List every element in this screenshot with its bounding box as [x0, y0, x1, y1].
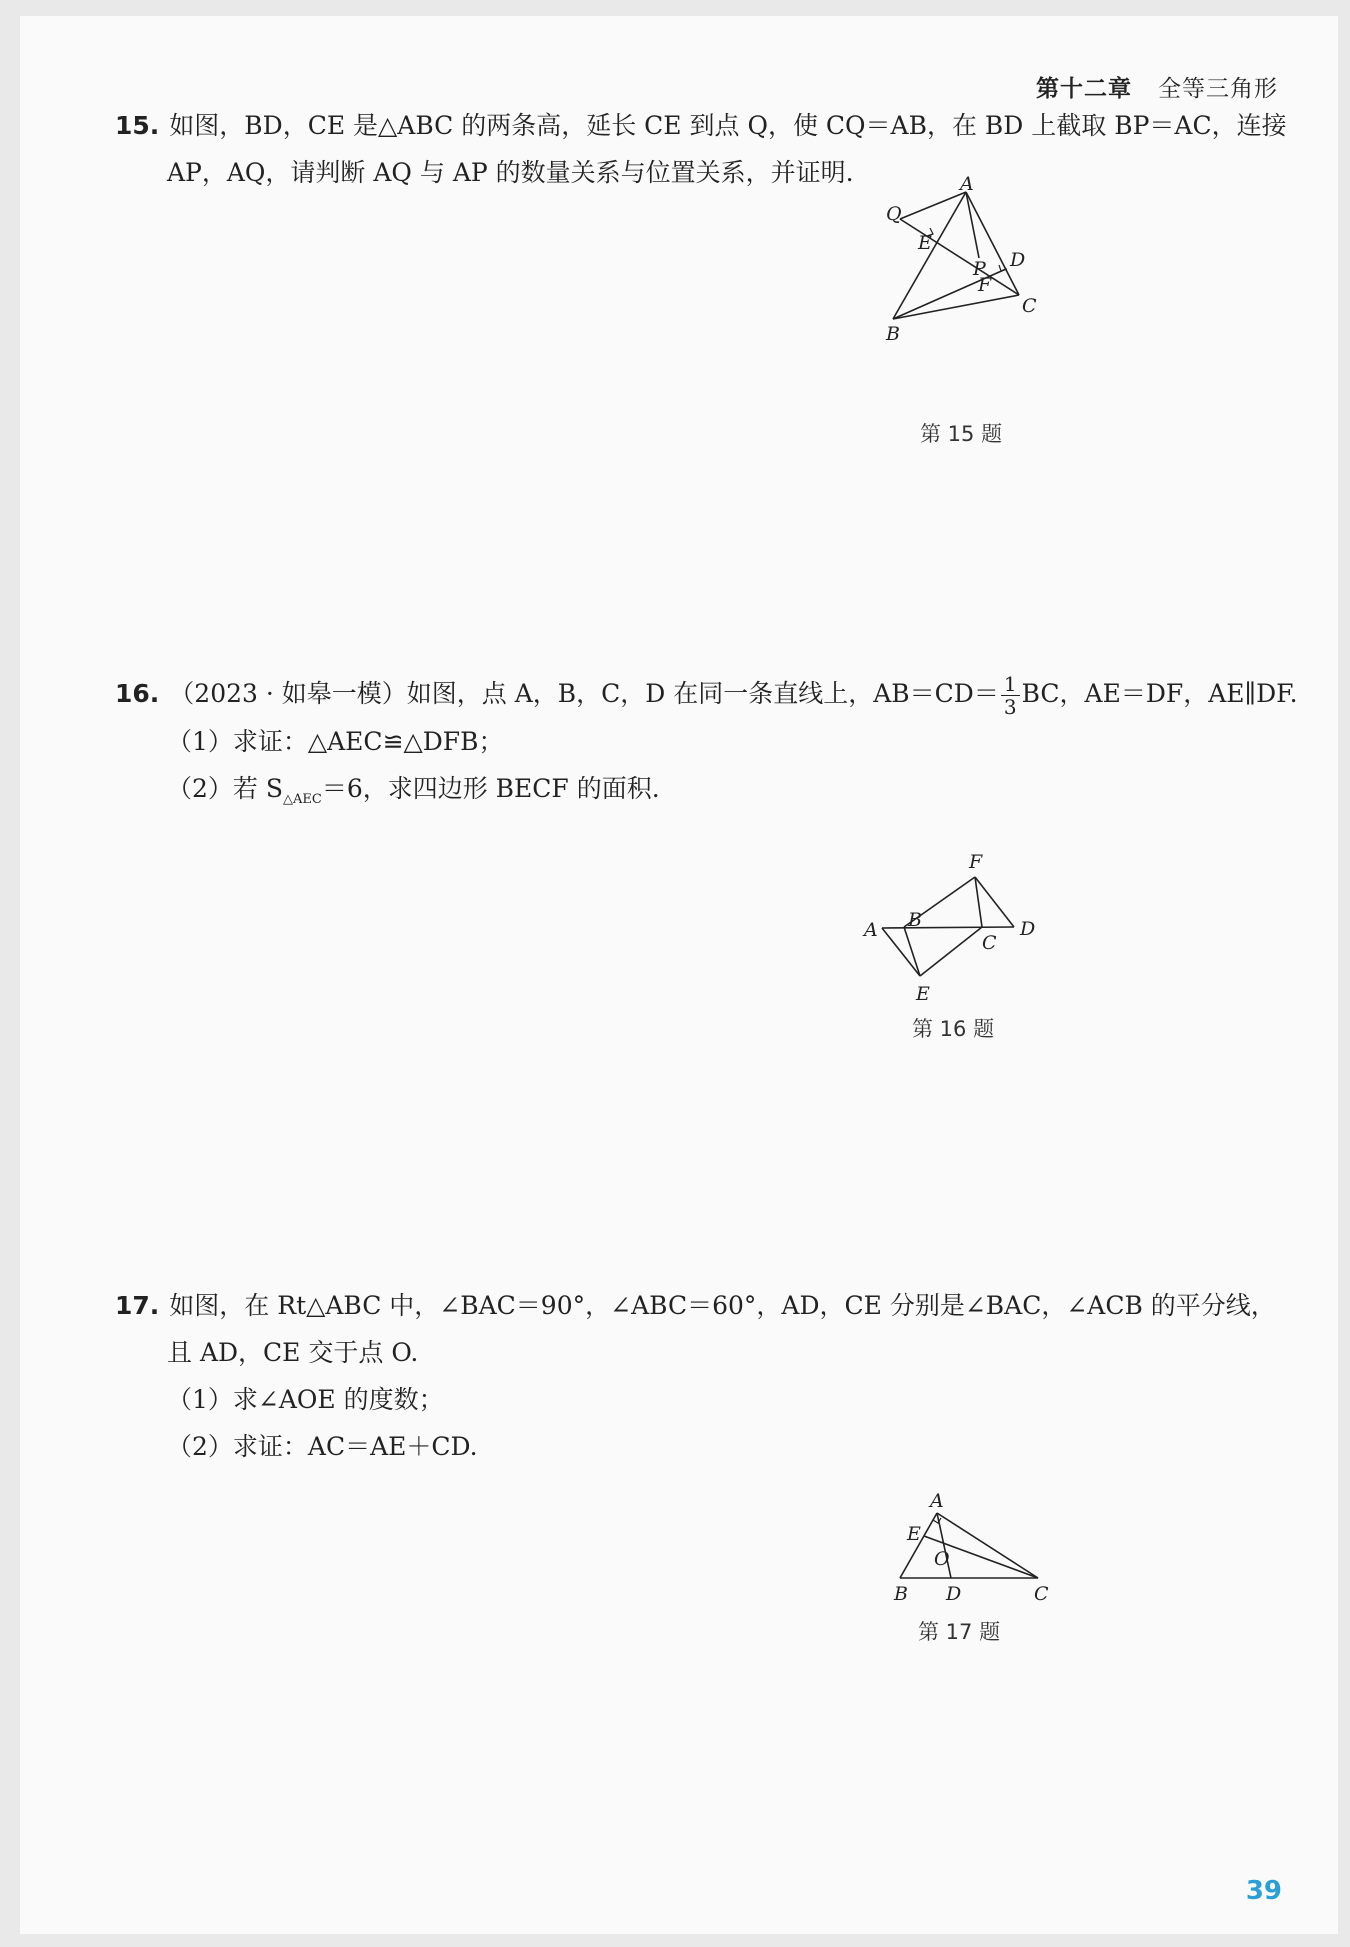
question-17-part1: （1）求∠AOE 的度数； [167, 1385, 444, 1414]
question-17-text2: 且 AD，CE 交于点 O. [167, 1338, 419, 1367]
segment-QC [900, 219, 1019, 295]
question-number: 15. [115, 111, 160, 140]
label-D: D [1010, 249, 1026, 271]
question-16-part2b: ＝6，求四边形 BECF 的面积. [321, 774, 660, 803]
label-F: F [969, 851, 983, 873]
label-A: A [930, 1490, 944, 1512]
segment-QA [900, 192, 966, 219]
label-O: O [934, 1548, 950, 1570]
figure-17-svg [870, 1471, 1070, 1611]
chapter-number: 第十二章 [1036, 76, 1132, 102]
label-C: C [1022, 295, 1037, 317]
question-16-part2a: （2）若 S [167, 774, 283, 803]
segment-AB [893, 192, 966, 319]
segment-EC [920, 927, 982, 976]
label-P: P [973, 258, 986, 280]
segment-AC [937, 1513, 1038, 1578]
question-17-line1 [115, 1282, 1305, 1329]
question-16-text1a: （2023 · 如皋一模）如图，点 A，B，C，D 在同一条直线上，AB＝CD＝ [169, 679, 999, 708]
label-F: F [978, 274, 992, 296]
question-number: 16. [115, 679, 160, 708]
line-AD [882, 927, 1014, 928]
label-E: E [907, 1523, 921, 1545]
figure-16-svg [860, 836, 1060, 1006]
figure-17-caption: 第 17 题 [918, 1620, 1001, 1644]
figure-15-svg [880, 166, 1080, 346]
question-15-line1 [115, 102, 1305, 149]
label-E: E [918, 232, 932, 254]
fraction-one-third [1001, 673, 1020, 718]
textbook-page [20, 16, 1338, 1934]
label-B: B [894, 1583, 908, 1605]
chapter-title: 全等三角形 [1158, 76, 1278, 102]
question-16-part2 [115, 765, 1305, 823]
question-17 [115, 1282, 1305, 1470]
chapter-header [1036, 70, 1278, 103]
label-B: B [908, 909, 922, 931]
question-16-line1 [115, 670, 1305, 718]
label-A: A [960, 173, 974, 195]
figure-17 [870, 1471, 1070, 1615]
label-B: B [886, 323, 900, 345]
question-16 [115, 670, 1305, 823]
page-number: 39 [1245, 1876, 1282, 1906]
label-Q: Q [886, 203, 902, 225]
segment-AE [882, 928, 920, 976]
label-A: A [864, 919, 878, 941]
label-C: C [982, 932, 997, 954]
figure-16-caption: 第 16 题 [912, 1017, 995, 1041]
question-16-part2-subscript: △AEC [282, 792, 322, 807]
question-17-text1: 如图，在 Rt△ABC 中，∠BAC＝90°，∠ABC＝60°，AD，CE 分别是∠BAC，∠ACB 的平分线， [169, 1291, 1276, 1320]
question-16-text1b: BC，AE＝DF，AE∥DF. [1021, 679, 1298, 708]
fraction-denominator: 3 [1003, 695, 1017, 719]
label-E: E [916, 983, 930, 1005]
label-D: D [946, 1583, 962, 1605]
question-17-part2: （2）求证：AC＝AE＋CD. [167, 1432, 478, 1461]
figure-15-caption: 第 15 题 [920, 422, 1003, 446]
segment-AP [966, 192, 979, 258]
label-C: C [1034, 1583, 1049, 1605]
figure-15 [880, 166, 1080, 350]
question-number: 17. [115, 1291, 160, 1320]
question-15 [115, 102, 1305, 196]
segment-EB [904, 927, 920, 976]
fraction-numerator: 1 [1001, 673, 1020, 696]
question-15-text2: AP，AQ，请判断 AQ 与 AP 的数量关系与位置关系，并证明. [167, 158, 854, 187]
figure-16 [860, 836, 1060, 1010]
question-16-part1: （1）求证：△AEC≌△DFB； [167, 727, 504, 756]
question-15-text1: 如图，BD，CE 是△ABC 的两条高，延长 CE 到点 Q，使 CQ＝AB，在 BD 上截取 BP＝AC，连接 [169, 111, 1287, 140]
segment-BC [893, 295, 1019, 319]
label-D: D [1020, 918, 1036, 940]
